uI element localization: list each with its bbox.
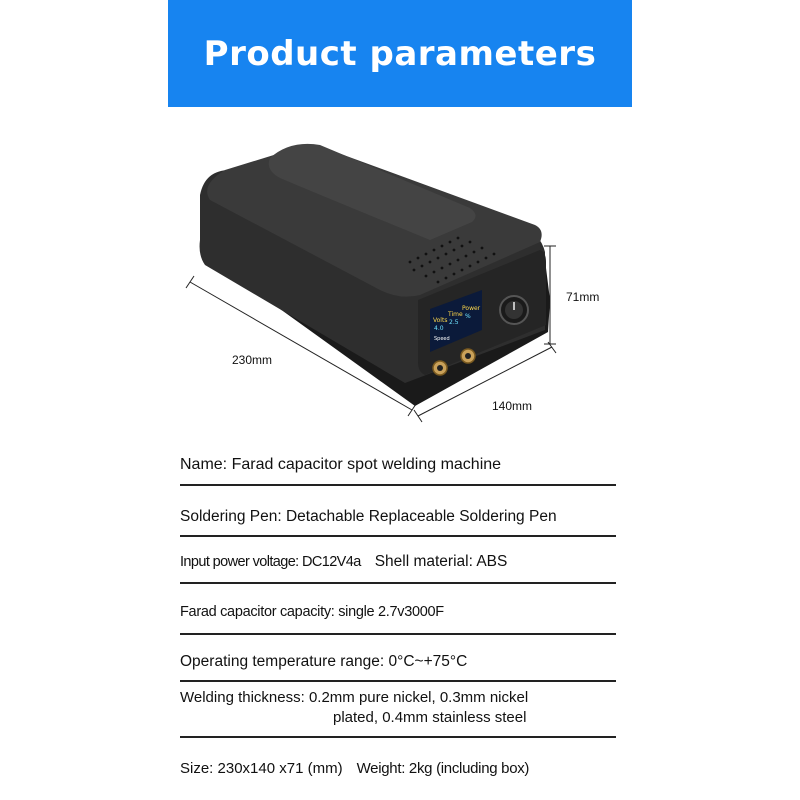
spec-welding-thickness-line1: Welding thickness: 0.2mm pure nickel, 0.3mm nickel: [180, 689, 529, 706]
screen-value-volts: 4.0: [434, 325, 444, 332]
spec-temperature: Operating temperature range: 0°C~+75°C: [180, 653, 468, 670]
divider: [180, 535, 616, 537]
spec-soldering-pen: Soldering Pen: Detachable Replaceable Soldering Pen: [180, 508, 557, 525]
screen-value-time: 2.5: [449, 319, 459, 326]
dimension-width: 140mm: [492, 399, 533, 413]
dimension-length: 230mm: [232, 353, 273, 367]
spec-weight: Weight: 2kg (including box): [356, 760, 530, 777]
spec-size: Size: 230x140 x71 (mm): [180, 760, 343, 777]
screen-value-power: %: [465, 313, 471, 320]
spec-capacitor: Farad capacitor capacity: single 2.7v3000F: [180, 604, 444, 620]
screen-mode: Speed: [434, 336, 450, 342]
header-banner: [168, 0, 632, 107]
divider: [180, 680, 616, 682]
spec-shell-material: Shell material: ABS: [374, 553, 508, 570]
divider: [180, 736, 616, 738]
spec-welding-thickness-line2: plated, 0.4mm stainless steel: [333, 709, 527, 726]
screen-label-volts: Volts: [433, 317, 448, 324]
screen-label-power: Power: [462, 305, 481, 312]
divider: [180, 633, 616, 635]
spec-input-voltage: Input power voltage: DC12V4a: [180, 554, 361, 570]
divider: [180, 582, 616, 584]
spec-welding-thickness: [180, 688, 616, 728]
spec-row-size-weight: [180, 760, 616, 777]
dimension-height: 71mm: [566, 290, 600, 304]
page-title: Product parameters: [203, 33, 597, 74]
spec-name: Name: Farad capacitor spot welding machine: [180, 456, 502, 473]
spec-row-voltage-shell: [180, 553, 616, 571]
divider: [180, 484, 616, 486]
screen-label-time: Time: [448, 311, 463, 318]
